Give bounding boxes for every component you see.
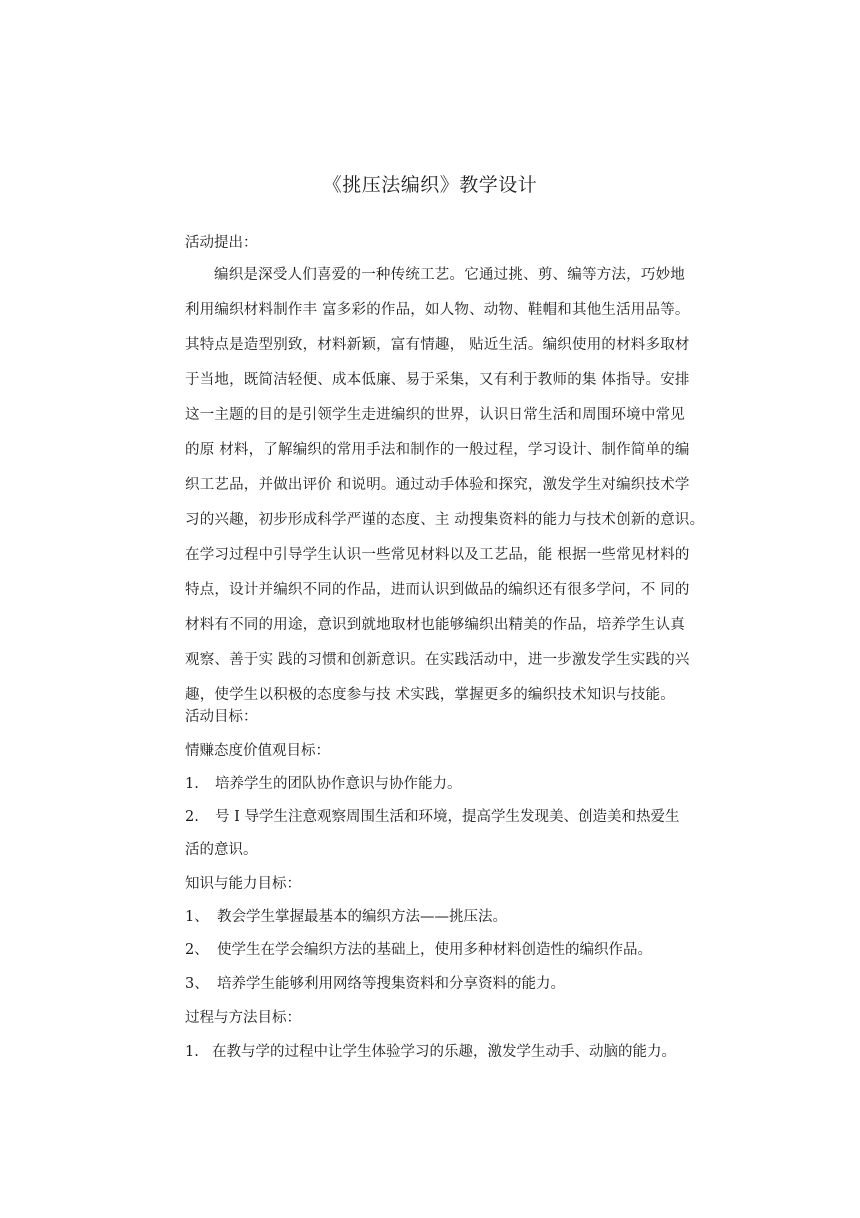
- paragraph-line: 织工艺品，并做出评价 和说明。通过动手体验和探究，激发学生对编织技术学: [185, 477, 690, 493]
- knowledge-goal-item: [185, 940, 652, 960]
- item-number: 2、: [185, 942, 209, 958]
- paragraph-line: 这一主题的目的是引领学生走进编织的世界，认识日常生活和周围环境中常见: [185, 407, 685, 423]
- item-text: 使学生在学会编织方法的基础上，使用多种材料创造性的编织作品。: [217, 942, 652, 958]
- paragraph-line: 趣，使学生以积极的态度参与技 术实践，掌握更多的编织技术知识与技能。: [185, 687, 675, 703]
- emotion-goal-item: [185, 807, 679, 827]
- paragraph-line: 的原 材料，了解编织的常用手法和制作的一般过程，学习设计、制作简单的编: [185, 442, 690, 458]
- emotion-goal-item-continuation: 活的意识。: [185, 842, 258, 858]
- paragraph-line: 利用编织材料制作丰 富多彩的作品，如人物、动物、鞋帽和其他生活用品等。: [185, 302, 690, 318]
- knowledge-goal-item: [185, 907, 507, 927]
- heading-emotion-goals: 情赚态度价值观目标：: [185, 743, 330, 759]
- item-number: 2.: [185, 809, 199, 825]
- heading-process-goals: 过程与方法目标：: [185, 1010, 301, 1026]
- heading-activity-goals: 活动目标：: [185, 709, 258, 725]
- paragraph-line: 编织是深受人们喜爱的一种传统工艺。它通过挑、剪、编等方法，巧妙地: [214, 267, 685, 283]
- item-text: 号 I 导学生注意观察周围生活和环境，提高学生发现美、创造美和热爱生: [215, 809, 680, 825]
- paragraph-line: 在学习过程中引导学生认识一些常见材料以及工艺品，能 根据一些常见材料的: [185, 547, 690, 563]
- item-number: 3、: [185, 976, 209, 992]
- paragraph-line: 材料有不同的用途，意识到就地取材也能够编织出精美的作品，培养学生认真: [185, 617, 685, 633]
- item-text: 培养学生能够利用网络等搜集资料和分享资料的能力。: [217, 976, 565, 992]
- knowledge-goal-item: [185, 974, 565, 994]
- item-number: 1.: [185, 776, 199, 792]
- item-text: 教会学生掌握最基本的编织方法——挑压法。: [217, 909, 507, 925]
- emotion-goal-item: [185, 774, 462, 794]
- paragraph-line: 观察、善于实 践的习惯和创新意识。在实践活动中，进一步激发学生实践的兴: [185, 652, 690, 668]
- intro-paragraph: [185, 265, 705, 720]
- paragraph-line: 其特点是造型别致，材料新颖，富有情趣， 贴近生活。编织使用的材料多取材: [185, 337, 690, 353]
- item-number: 1、: [185, 909, 209, 925]
- paragraph-line: 于当地，既简洁轻便、成本低廉、易于采集，又有利于教师的集 体指导。安排: [185, 372, 690, 388]
- item-number: 1.: [185, 1044, 199, 1060]
- heading-activity-proposal: 活动提出：: [185, 235, 258, 251]
- item-text: 在教与学的过程中让学生体验学习的乐趣，激发学生动手、动脑的能力。: [212, 1044, 676, 1060]
- process-goal-item: [185, 1042, 676, 1062]
- heading-knowledge-goals: 知识与能力目标：: [185, 876, 301, 892]
- paragraph-line: 特点，设计并编织不同的作品，进而认识到做品的编织还有很多学问，不 同的: [185, 582, 690, 598]
- paragraph-line: 习的兴趣，初步形成科学严谨的态度、主 动搜集资料的能力与技术创新的意识。: [185, 512, 705, 528]
- item-text: 培养学生的团队协作意识与协作能力。: [215, 776, 462, 792]
- document-title: 《挑压法编织》教学设计: [322, 174, 538, 196]
